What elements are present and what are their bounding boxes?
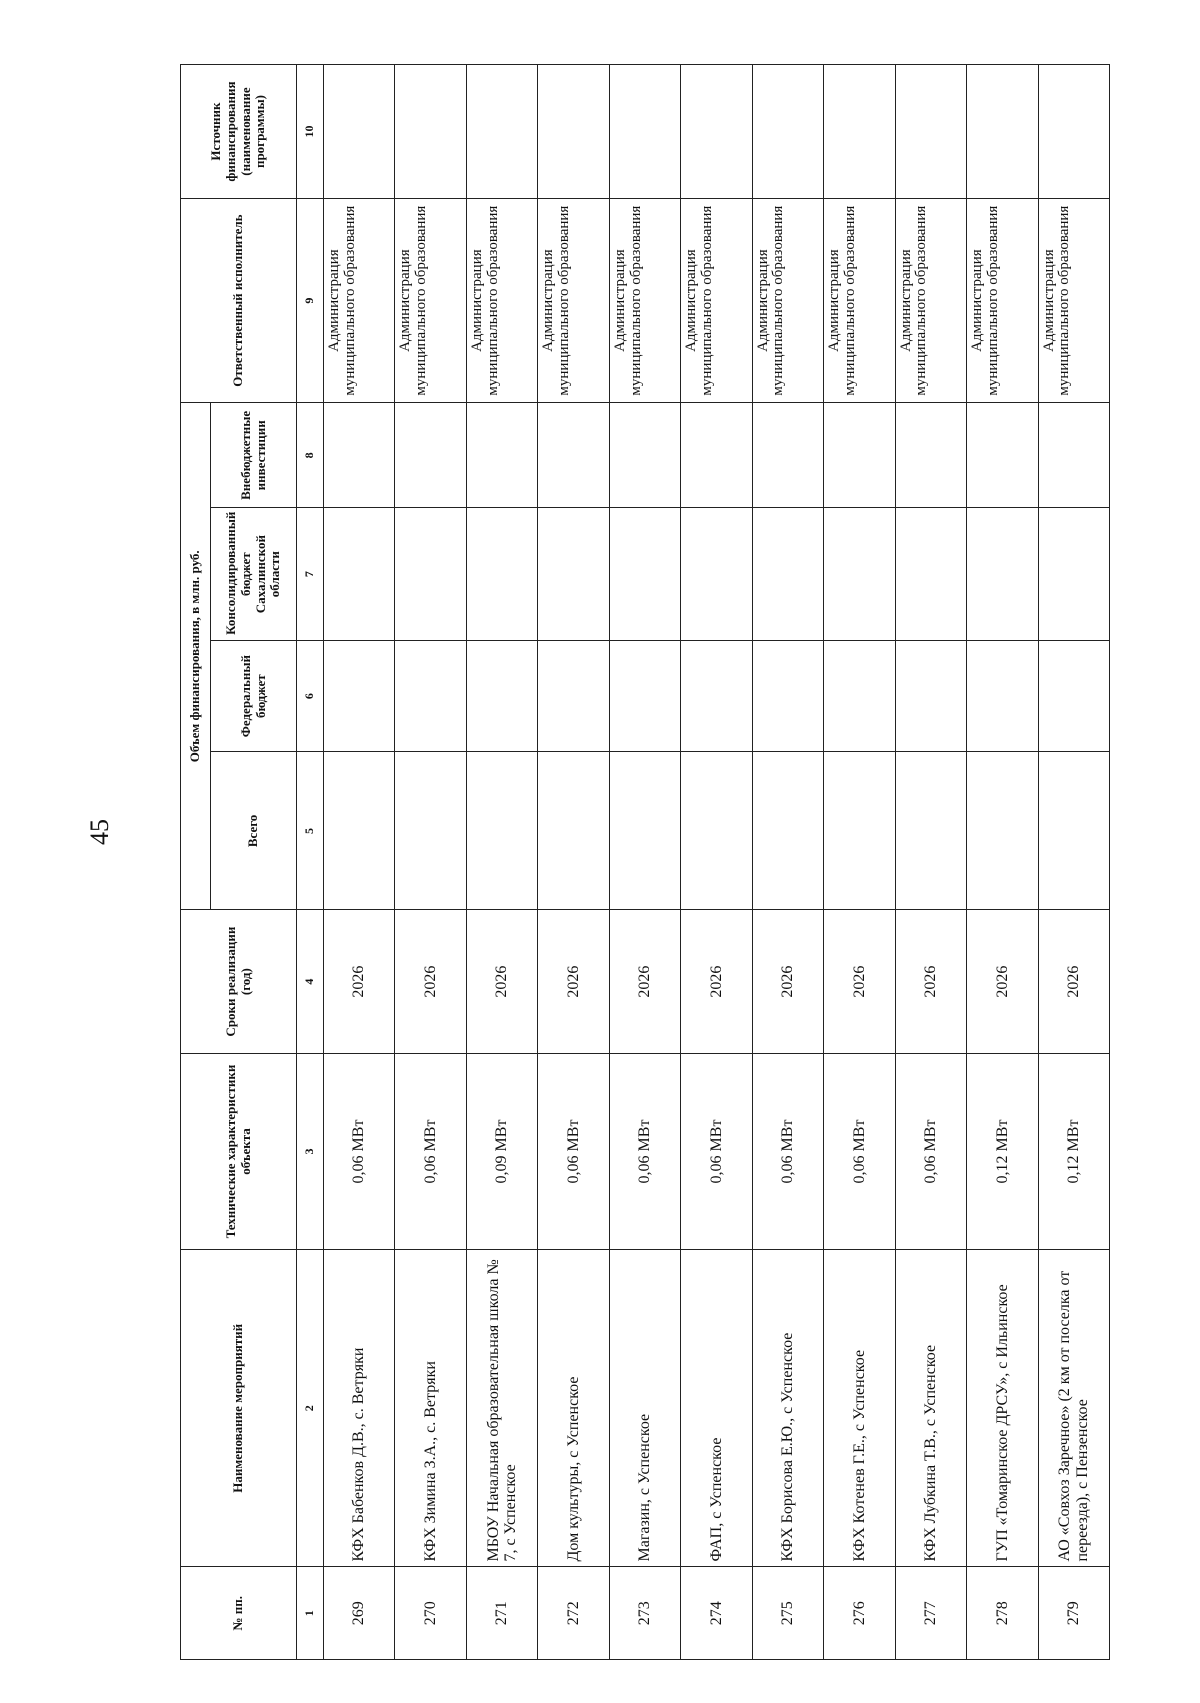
offbudget-cell [752,403,823,508]
offbudget-cell [824,403,895,508]
federal-cell [324,640,395,752]
executor: Администрация муниципального образования [681,199,752,403]
tech-spec: 0,06 МВт [752,1053,823,1249]
header-federal: Федеральный бюджет [211,640,297,752]
source-cell [752,65,823,199]
offbudget-cell [681,403,752,508]
offbudget-cell [466,403,537,508]
measure-name: КФХ Зимина З.А., с. Ветряки [395,1250,466,1567]
offbudget-cell [538,403,609,508]
row-number: 272 [538,1567,609,1660]
header-volume: Объем финансирования, в млн. руб. [181,403,211,910]
consolidated-cell [538,508,609,640]
consolidated-cell [395,508,466,640]
table-row [324,65,395,1660]
implementation-year: 2026 [967,910,1038,1054]
row-number: 271 [466,1567,537,1660]
tech-spec: 0,09 МВт [466,1053,537,1249]
consolidated-cell [681,508,752,640]
measure-name: КФХ Бабенков Д.В., с. Ветряки [324,1250,395,1567]
header-num: № пп. [181,1567,297,1660]
table-row [752,65,823,1660]
consolidated-cell [609,508,680,640]
table-row [466,65,537,1660]
source-cell [967,65,1038,199]
measure-name: ГУП «Томаринское ДРСУ», с Ильинское [967,1250,1038,1567]
financing-table [180,64,1110,1660]
column-number: 2 [297,1250,324,1567]
tech-spec: 0,06 МВт [395,1053,466,1249]
implementation-year: 2026 [395,910,466,1054]
total-cell [967,752,1038,910]
header-period: Сроки реализации (год) [181,910,297,1054]
measure-name: КФХ Борисова Е.Ю., с Успенское [752,1250,823,1567]
table-row [824,65,895,1660]
total-cell [466,752,537,910]
measure-name: ФАП, с Успенское [681,1250,752,1567]
measure-name: КФХ Лубкина Т.В., с Успенское [895,1250,966,1567]
source-cell [466,65,537,199]
measure-name: Магазин, с Успенское [609,1250,680,1567]
executor: Администрация муниципального образования [609,199,680,403]
executor: Администрация муниципального образования [466,199,537,403]
column-number: 10 [297,65,324,199]
total-cell [538,752,609,910]
table-row [538,65,609,1660]
federal-cell [538,640,609,752]
table-row [967,65,1038,1660]
offbudget-cell [1038,403,1109,508]
total-cell [681,752,752,910]
tech-spec: 0,06 МВт [824,1053,895,1249]
row-number: 275 [752,1567,823,1660]
row-number: 276 [824,1567,895,1660]
tech-spec: 0,12 МВт [967,1053,1038,1249]
row-number: 273 [609,1567,680,1660]
federal-cell [895,640,966,752]
measure-name: КФХ Котенев Г.Е., с Успенское [824,1250,895,1567]
consolidated-cell [466,508,537,640]
tech-spec: 0,06 МВт [609,1053,680,1249]
header-name: Наименование мероприятий [181,1250,297,1567]
executor: Администрация муниципального образования [538,199,609,403]
offbudget-cell [609,403,680,508]
implementation-year: 2026 [824,910,895,1054]
row-number: 279 [1038,1567,1109,1660]
column-number: 8 [297,403,324,508]
federal-cell [466,640,537,752]
executor: Администрация муниципального образования [1038,199,1109,403]
row-number: 269 [324,1567,395,1660]
header-consolidated: Консолидированный бюджет Сахалинской области [211,508,297,640]
column-number: 6 [297,640,324,752]
row-number: 274 [681,1567,752,1660]
column-number: 1 [297,1567,324,1660]
implementation-year: 2026 [324,910,395,1054]
executor: Администрация муниципального образования [967,199,1038,403]
table-row [395,65,466,1660]
source-cell [824,65,895,199]
row-number: 270 [395,1567,466,1660]
offbudget-cell [324,403,395,508]
implementation-year: 2026 [538,910,609,1054]
total-cell [609,752,680,910]
header-source: Источник финансирования (наименование программы) [181,65,297,199]
page-number: 45 [85,819,114,845]
column-number: 4 [297,910,324,1054]
consolidated-cell [1038,508,1109,640]
source-cell [324,65,395,199]
executor: Администрация муниципального образования [752,199,823,403]
total-cell [824,752,895,910]
source-cell [681,65,752,199]
federal-cell [395,640,466,752]
consolidated-cell [752,508,823,640]
header-offbudget: Внебюджетные инвестиции [211,403,297,508]
federal-cell [609,640,680,752]
federal-cell [752,640,823,752]
measure-name: АО «Совхоз Заречное» (2 км от поселка от переезда), с Пензенское [1038,1250,1109,1567]
total-cell [324,752,395,910]
implementation-year: 2026 [1038,910,1109,1054]
row-number: 277 [895,1567,966,1660]
column-number: 3 [297,1053,324,1249]
executor: Администрация муниципального образования [895,199,966,403]
row-number: 278 [967,1567,1038,1660]
consolidated-cell [967,508,1038,640]
implementation-year: 2026 [895,910,966,1054]
total-cell [752,752,823,910]
measure-name: МБОУ Начальная образовательная школа № 7, с Успенское [466,1250,537,1567]
executor: Администрация муниципального образования [395,199,466,403]
federal-cell [681,640,752,752]
consolidated-cell [895,508,966,640]
table-row [895,65,966,1660]
source-cell [1038,65,1109,199]
tech-spec: 0,06 МВт [538,1053,609,1249]
total-cell [1038,752,1109,910]
table-row [1038,65,1109,1660]
header-executor: Ответственный исполнитель [181,199,297,403]
federal-cell [967,640,1038,752]
column-number: 9 [297,199,324,403]
total-cell [395,752,466,910]
source-cell [538,65,609,199]
offbudget-cell [967,403,1038,508]
implementation-year: 2026 [752,910,823,1054]
consolidated-cell [824,508,895,640]
implementation-year: 2026 [466,910,537,1054]
header-total: Всего [211,752,297,910]
source-cell [395,65,466,199]
table-row [609,65,680,1660]
tech-spec: 0,06 МВт [681,1053,752,1249]
consolidated-cell [324,508,395,640]
implementation-year: 2026 [681,910,752,1054]
table-row [681,65,752,1660]
offbudget-cell [395,403,466,508]
header-tech: Технические характеристики объекта [181,1053,297,1249]
total-cell [895,752,966,910]
tech-spec: 0,12 МВт [1038,1053,1109,1249]
column-number: 7 [297,508,324,640]
federal-cell [824,640,895,752]
executor: Администрация муниципального образования [324,199,395,403]
source-cell [609,65,680,199]
source-cell [895,65,966,199]
column-number: 5 [297,752,324,910]
tech-spec: 0,06 МВт [895,1053,966,1249]
federal-cell [1038,640,1109,752]
executor: Администрация муниципального образования [824,199,895,403]
offbudget-cell [895,403,966,508]
measure-name: Дом культуры, с Успенское [538,1250,609,1567]
table-container [180,64,1110,1660]
tech-spec: 0,06 МВт [324,1053,395,1249]
implementation-year: 2026 [609,910,680,1054]
